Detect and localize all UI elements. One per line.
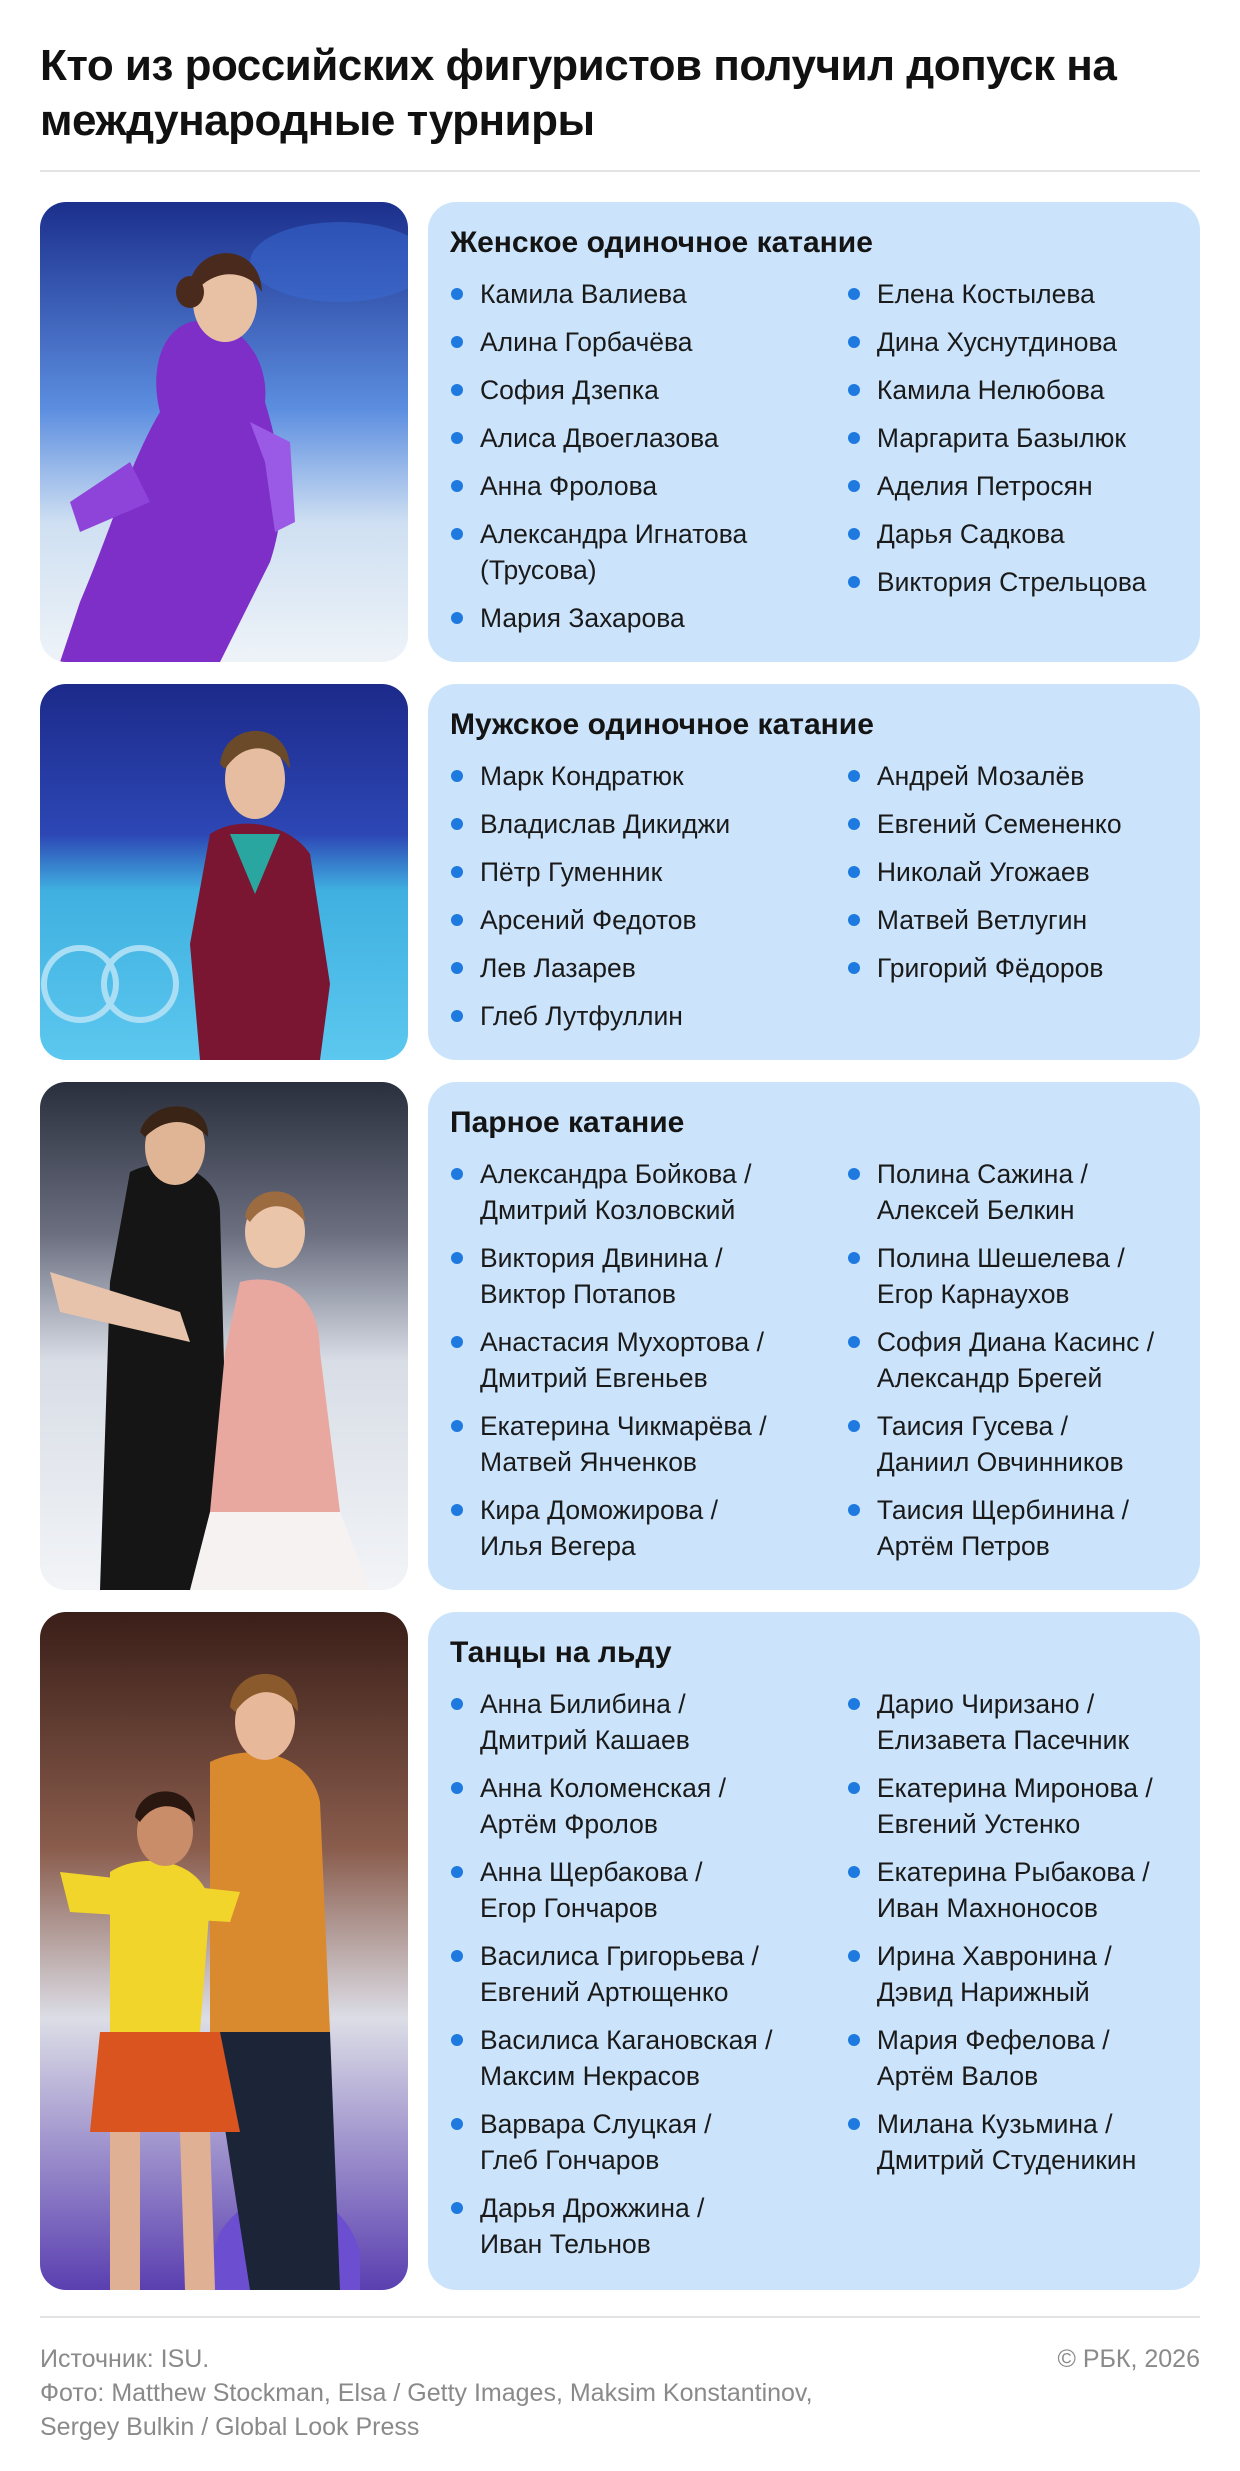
skater-item: Глеб Лутфуллин (450, 998, 847, 1034)
skater-item: Дарья Садкова (847, 516, 1176, 552)
pair-item: Екатерина Чикмарёва / Матвей Янченков (450, 1408, 847, 1480)
skater-item: Арсений Федотов (450, 902, 847, 938)
skater-item: Алина Горбачёва (450, 324, 847, 360)
photo-pairs (40, 1082, 408, 1590)
pairs-list-left (450, 1686, 847, 2274)
pair-item: Александра Бойкова / Дмитрий Козловский (450, 1156, 847, 1228)
footer-credits (40, 2342, 813, 2444)
skaters-list-left (450, 758, 847, 1046)
section-women-singles (428, 202, 1200, 662)
skaters-list-right (847, 276, 1176, 648)
section-title: Танцы на льду (450, 1636, 672, 1669)
skater-item: София Дзепка (450, 372, 847, 408)
pair-item: Дарья Дрожжина / Иван Тельнов (450, 2190, 847, 2262)
pair-item: Екатерина Миронова / Евгений Устенко (847, 1770, 1176, 1842)
pair-item: Анна Коломенская / Артём Фролов (450, 1770, 847, 1842)
pair-item: Милана Кузьмина / Дмитрий Студеникин (847, 2106, 1176, 2178)
skater-item: Дина Хуснутдинова (847, 324, 1176, 360)
pair-item: Анастасия Мухортова / Дмитрий Евгеньев (450, 1324, 847, 1396)
skaters-list-left (450, 276, 847, 648)
pair-item: Дарио Чиризано / Елизавета Пасечник (847, 1686, 1176, 1758)
pair-item: Ирина Хавронина / Дэвид Нарижный (847, 1938, 1176, 2010)
photo-credit: Sergey Bulkin / Global Look Press (40, 2413, 420, 2441)
pair-item: Василиса Григорьева / Евгений Артющенко (450, 1938, 847, 2010)
skater-item: Елена Костылева (847, 276, 1176, 312)
skater-item: Марк Кондратюк (450, 758, 847, 794)
section-title: Мужское одиночное катание (450, 708, 874, 741)
photo-ice-dance (40, 1612, 408, 2290)
skater-item: Пётр Гуменник (450, 854, 847, 890)
section-ice-dance (428, 1612, 1200, 2290)
section-title: Парное катание (450, 1106, 685, 1139)
section-title: Женское одиночное катание (450, 226, 873, 259)
section-men-singles (428, 684, 1200, 1060)
pairs-list-right (847, 1156, 1176, 1576)
skater-item: Владислав Дикиджи (450, 806, 847, 842)
pair-item: Мария Фефелова / Артём Валов (847, 2022, 1176, 2094)
skater-item: Андрей Мозалёв (847, 758, 1176, 794)
copyright: © РБК, 2026 (1057, 2345, 1200, 2373)
pair-item: Виктория Двинина / Виктор Потапов (450, 1240, 847, 1312)
skater-item: Камила Валиева (450, 276, 847, 312)
pair-item: Полина Шешелева / Егор Карнаухов (847, 1240, 1176, 1312)
pair-item: Екатерина Рыбакова / Иван Махноносов (847, 1854, 1176, 1926)
skater-item: Мария Захарова (450, 600, 847, 636)
skaters-list-right (847, 758, 1176, 1046)
pair-item: Полина Сажина / Алексей Белкин (847, 1156, 1176, 1228)
bottom-divider (40, 2316, 1200, 2318)
skater-item: Григорий Фёдоров (847, 950, 1176, 986)
skater-item: Алиса Двоеглазова (450, 420, 847, 456)
pair-item: Таисия Гусева / Даниил Овчинников (847, 1408, 1176, 1480)
skater-item: Анна Фролова (450, 468, 847, 504)
page-title: Кто из российских фигуристов получил допуск на международные турниры (40, 41, 1117, 145)
pairs-list-right (847, 1686, 1176, 2274)
photo-men-singles (40, 684, 408, 1060)
pairs-list-left (450, 1156, 847, 1576)
skater-item: Александра Игнатова (Трусова) (450, 516, 780, 588)
skater-item: Маргарита Базылюк (847, 420, 1176, 456)
skater-item: Камила Нелюбова (847, 372, 1176, 408)
pair-item: Анна Билибина / Дмитрий Кашаев (450, 1686, 847, 1758)
skater-item: Аделия Петросян (847, 468, 1176, 504)
photo-credit: Фото: Matthew Stockman, Elsa / Getty Images, Maksim Konstantinov, (40, 2379, 813, 2407)
skater-item: Матвей Ветлугин (847, 902, 1176, 938)
top-divider (40, 170, 1200, 172)
section-pairs (428, 1082, 1200, 1590)
pair-item: Василиса Кагановская / Максим Некрасов (450, 2022, 847, 2094)
pair-item: Таисия Щербинина / Артём Петров (847, 1492, 1176, 1564)
skater-item: Лев Лазарев (450, 950, 847, 986)
skater-item: Николай Угожаев (847, 854, 1176, 890)
skater-item: Виктория Стрельцова (847, 564, 1176, 600)
pair-item: София Диана Касинс / Александр Брегей (847, 1324, 1176, 1396)
skater-item: Евгений Семененко (847, 806, 1176, 842)
pair-item: Варвара Слуцкая / Глеб Гончаров (450, 2106, 847, 2178)
source-note: Источник: ISU. (40, 2345, 210, 2373)
pair-item: Кира Доможирова / Илья Вегера (450, 1492, 847, 1564)
photo-women-singles (40, 202, 408, 662)
pair-item: Анна Щербакова / Егор Гончаров (450, 1854, 847, 1926)
